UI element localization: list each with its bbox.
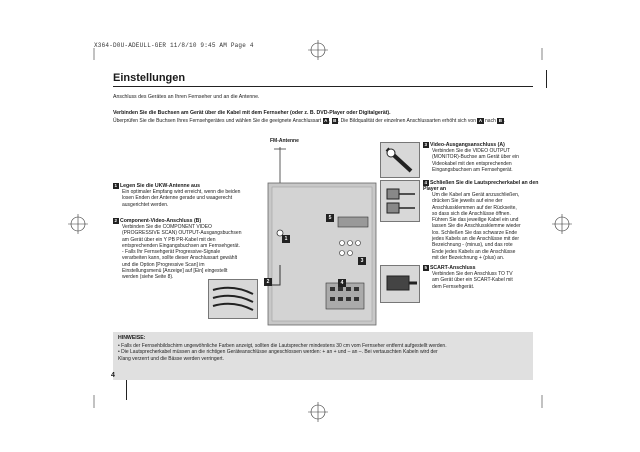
subtext-part-a: Überprüfen Sie die Buchsen Ihres Fernsehgerätes und wählen Sie die geeignete Anschlussart [113,118,322,124]
item-line: losen Enden der Antenne gerade und waagerecht [122,195,233,202]
item-line: Verbinden Sie die COMPONENT VIDEO [122,224,212,230]
callout-2: 2 [264,278,272,286]
callout-3: 3 [358,257,366,265]
item-line: Bezeichnung - (minus), und das rote [432,242,513,249]
page-title: Einstellungen [113,72,186,84]
item-line: und die Option [Progressive Scan] im [122,261,205,268]
item-line: Anschlussklemmen auf der Rückseite, [432,204,517,211]
item-line: Einstellungsmenü [Anzeige] auf [Ein] eingestellt [122,268,228,275]
marker-a-2: A [478,118,483,123]
print-header: X364-D0U-ADEULL-GER 11/8/10 9:45 AM Page 4 [94,42,254,49]
item-line: ausgerichtet werden. [122,201,169,208]
item-line: drücken Sie jeweils auf eine der [432,198,503,205]
item-line: werden (siehe Seite 8). [122,274,174,281]
item-line: los. Schließen Sie das schwarze Ende [432,229,518,236]
callout-1: 1 [282,235,290,243]
item-line: Ende jedes Kabels an die Anschlüsse [432,248,516,255]
left-item-2 [113,218,263,281]
item-line: Um die Kabel am Gerät anzuschließen, [432,192,520,198]
item-line: so dass sich die Anschlüsse öffnen. [432,210,511,217]
subtext-part-c: nach [485,118,496,124]
item-title: Legen Sie die UKW-Antenne aus [119,183,200,189]
item-number: 4 [424,180,428,185]
video-cable-photo [380,142,420,178]
item-line: - Falls Ihr Fernsehgerät Progressive-Signale [122,249,221,256]
item-line: entsprechenden Eingangsbuchsen am Fernsehgerät. [122,242,240,249]
right-item-3 [423,142,543,173]
intro-text: Anschluss des Gerätes an Ihren Fernseher und an die Antenne. [113,94,260,100]
subtext-part-b: . Die Bildqualität der einzelnen Anschlussarten erhöht sich von [337,118,476,124]
scart-cable-photo [380,265,420,303]
item-title: Component-Video-Anschluss (B) [119,218,202,224]
left-item-1 [113,183,263,208]
side-rule [546,70,547,88]
item-line: (MONITOR)-Buchse am Gerät über ein [432,154,519,161]
marker-a: A [324,118,328,123]
item-number: 3 [424,142,428,147]
callout-4: 4 [338,279,346,287]
note-line: Klang verzerrt und die Bässe werden verringert. [118,355,224,362]
notes-title: HINWEISE: [118,335,146,341]
item-line: jedes Kabels an die Anschlüsse mit der [432,236,519,243]
item-line: Ein optimaler Empfang wird erreicht, wenn die beiden [122,189,241,195]
item-line: verarbeiten kann, sollte dieser Anschlussart gewählt [122,255,238,262]
notes-body [118,343,530,362]
item-line: Verbinden Sie den Anschluss TO TV [432,271,513,277]
right-item-4 [423,180,543,261]
note-line: • Falls der Fernsehbildschirm ungewöhnliche Farben anzeigt, sollten die Lautsprecher mindestens 30 cm vom Fernseher entfernt aufgestellt werden. [118,343,447,349]
fm-antenna-label: FM-Antenne [270,138,299,144]
item-title: Video-Ausgangsanschluss (A) [429,142,505,148]
item-line: mit der Bezeichnung + (plus) an. [432,254,505,261]
note-line: • Die Lautsprecherkabel müssen an die richtigen Geräteanschlüsse angeschlossen werden: + an + und – an –. Bei vertauschten Kabeln wird der [118,349,438,356]
item-number: 5 [424,265,428,270]
item-line: Videokabel mit den entsprechenden [432,160,512,167]
item-line: Eingangsbuchsen am Fernsehgerät. [432,166,513,173]
component-cable-photo [208,279,258,319]
right-item-5 [423,265,543,290]
scart-port [338,217,368,227]
item-line: am Gerät über ein Y PB PR-Kabel mit den [122,236,216,243]
subheading: Verbinden Sie die Buchsen am Gerät über die Kabel mit dem Fernseher (oder z. B. DVD-Player oder Digitalgerät). [113,110,391,116]
item-title: SCART-Anschluss [429,265,476,271]
title-divider [113,86,533,87]
item-number: 2 [114,218,118,223]
item-line: dem Fernsehgerät. [432,283,475,290]
subtext: Überprüfen Sie die Buchsen Ihres Fernsehgerätes und wählen Sie die geeignete Anschlussart A , B . Die Bildqualität der einzelnen Anschlussarten erhöht sich von A nach B . [113,118,505,124]
item-line: Führen Sie das jeweilige Kabel ein und [432,217,519,224]
speaker-cable-photo [380,180,420,222]
marker-b-2: B [498,118,503,123]
item-line: Verbinden Sie die VIDEO OUTPUT [432,148,511,154]
callout-5: 5 [326,214,334,222]
page-number: 4 [111,372,115,379]
marker-b: B [333,118,337,123]
item-number: 1 [114,183,118,188]
item-title: Schließen Sie die Lautsprecherkabel an den Player an [423,180,539,192]
item-line: (PROGRESSIVE SCAN) OUTPUT-Ausgangsbuchsen [122,230,242,237]
item-line: lassen Sie die Anschlussklemme wieder [432,223,521,230]
item-line: am Gerät über ein SCART-Kabel mit [432,277,513,284]
